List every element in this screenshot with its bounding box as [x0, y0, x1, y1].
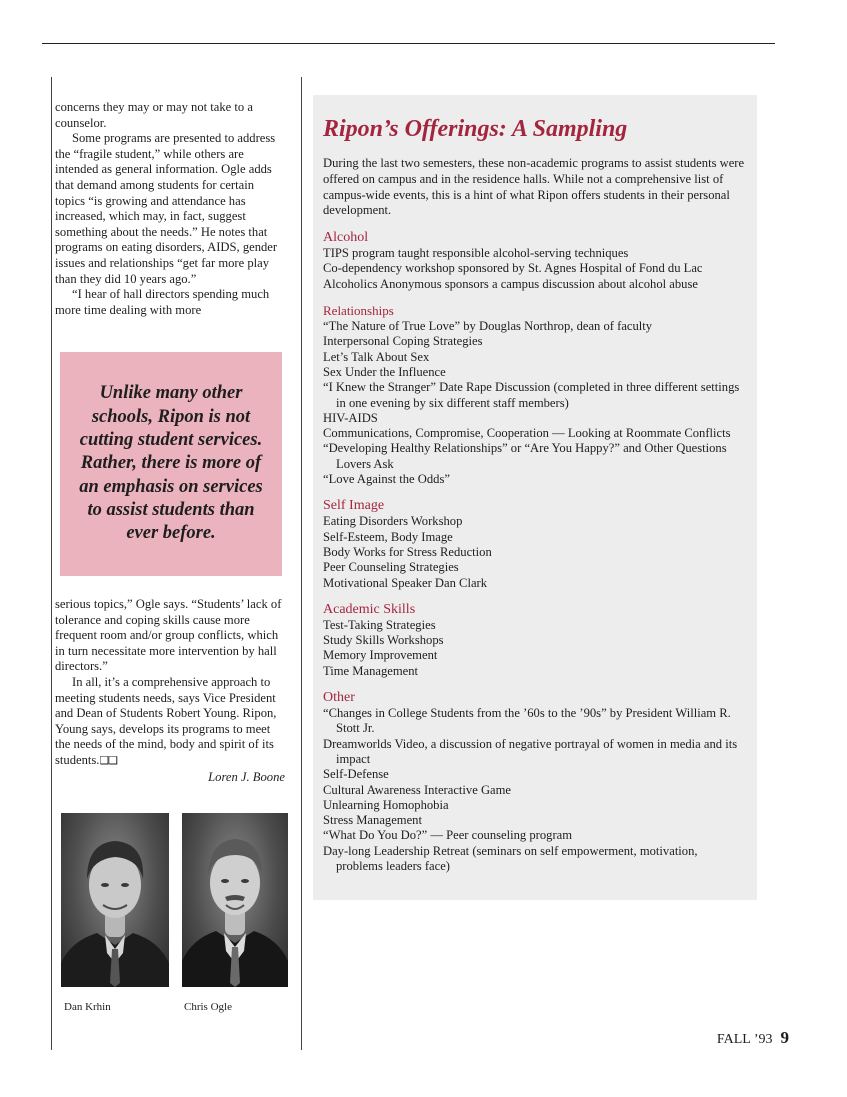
end-mark-icon: ❏❏: [99, 753, 118, 767]
article-text-top: [55, 100, 285, 318]
list-item: “What Do You Do?” — Peer counseling program: [323, 828, 573, 843]
list-item: Study Skills Workshops: [323, 633, 444, 648]
section-other: [323, 689, 745, 874]
issue-label: FALL ’93: [716, 1032, 773, 1047]
list-item: Alcoholics Anonymous sponsors a campus discussion about alcohol abuse: [323, 276, 698, 291]
sidebar-intro: During the last two semesters, these non-academic programs to assist students were offered on campus and in the residence halls. While not a comprehensive list of campus-wide events, this is a hint of what Ripon offers students in their personal development.: [323, 156, 745, 218]
page-number: 9: [780, 1028, 789, 1047]
list-item: Unlearning Homophobia: [323, 797, 449, 812]
list-item: Dreamworlds Video, a discussion of negative portrayal of women in media and its impact: [323, 736, 738, 766]
list-item: “Changes in College Students from the ’60s to the ’90s” by President William R. Stott Jr.: [323, 706, 731, 736]
section-list: [323, 246, 745, 292]
article-paragraph: serious topics,” Ogle says. “Students’ lack of tolerance and coping skills cause more frequent room and/or group conflicts, which in turn necessitate more intervention by hall directors.”: [55, 597, 282, 674]
article-paragraph: Some programs are presented to address the “fragile student,” while others are intended as general information. Ogle adds that demand among students for certain topics “is growing and attendance has increased, which may, in fact, suggest something about the needs.” He notes that programs on eating disorders, AIDS, gender issues and relationships “get far more play than they did 10 years ago.”: [55, 131, 278, 286]
section-list: [323, 319, 745, 487]
list-item: Test-Taking Strategies: [323, 617, 436, 632]
section-list: [323, 514, 745, 590]
list-item: Sex Under the Influence: [323, 364, 446, 379]
article-paragraph: [55, 675, 285, 769]
list-item: Time Management: [323, 663, 419, 678]
list-item: HIV-AIDS: [323, 410, 378, 425]
left-column-rule: [51, 77, 52, 1050]
list-item: “Love Against the Odds”: [323, 472, 450, 487]
photo-caption: Chris Ogle: [184, 1001, 232, 1013]
portrait-icon: [182, 813, 288, 987]
list-item: TIPS program taught responsible alcohol-serving techniques: [323, 246, 629, 261]
article-text-bottom: [55, 597, 285, 785]
section-heading: Other: [323, 690, 355, 706]
article-paragraph: concerns they may or may not take to a counselor.: [55, 100, 253, 130]
section-heading: Academic Skills: [323, 601, 416, 617]
section-list: [323, 618, 745, 679]
section-academic-skills: [323, 601, 745, 679]
list-item: Let’s Talk About Sex: [323, 349, 430, 364]
article-paragraph: “I hear of hall directors spending much more time dealing with more: [55, 287, 270, 317]
section-list: [323, 706, 745, 874]
photo-chris-ogle: [182, 813, 288, 987]
section-heading: Relationships: [323, 303, 394, 319]
list-item: Self-Esteem, Body Image: [323, 529, 453, 544]
section-self-image: [323, 497, 745, 590]
list-item: Stress Management: [323, 813, 422, 828]
photo-caption: Dan Krhin: [64, 1001, 111, 1013]
list-item: “Developing Healthy Relationships” or “Are You Happy?” and Other Questions Lovers Ask: [323, 441, 727, 471]
list-item: Motivational Speaker Dan Clark: [323, 575, 488, 590]
list-item: Day-long Leadership Retreat (seminars on self empowerment, motivation, problems leaders face): [323, 843, 698, 873]
list-item: Cultural Awareness Interactive Game: [323, 782, 512, 797]
top-rule: [42, 43, 775, 44]
page-footer: [717, 1028, 789, 1048]
offerings-sidebar: [313, 95, 757, 900]
pull-quote: [60, 352, 282, 576]
list-item: Self-Defense: [323, 767, 389, 782]
article-paragraph-text: In all, it’s a comprehensive approach to meeting students needs, says Vice President and Dean of Students Robert Young. Ripon, Young says, develops its programs to meet the needs of the mind, body and spirit of its students.: [55, 674, 277, 767]
section-alcohol: [323, 229, 745, 292]
list-item: “The Nature of True Love” by Douglas Northrop, dean of faculty: [323, 319, 653, 334]
list-item: Co-dependency workshop sponsored by St. Agnes Hospital of Fond du Lac: [323, 261, 703, 276]
pull-quote-text: Unlike many other schools, Ripon is not cutting student services. Rather, there is more of an emphasis on services to assist students than ever before.: [79, 383, 263, 544]
list-item: Peer Counseling Strategies: [323, 560, 459, 575]
portrait-icon: [61, 813, 169, 987]
list-item: Eating Disorders Workshop: [323, 514, 463, 529]
section-heading: Self Image: [323, 498, 385, 514]
section-heading: Alcohol: [323, 230, 369, 246]
photo-dan-krhin: [61, 813, 169, 987]
author-signature: Loren J. Boone: [208, 769, 285, 784]
section-relationships: [323, 302, 745, 487]
list-item: Communications, Compromise, Cooperation — Looking at Roommate Conflicts: [323, 426, 731, 441]
list-item: Body Works for Stress Reduction: [323, 544, 492, 559]
list-item: Memory Improvement: [323, 648, 438, 663]
right-column-rule: [301, 77, 302, 1050]
sidebar-title: Ripon’s Offerings: A Sampling: [323, 116, 628, 142]
list-item: “I Knew the Stranger” Date Rape Discussion (completed in three different settings in one evening by six different staff members): [323, 380, 740, 410]
list-item: Interpersonal Coping Strategies: [323, 334, 483, 349]
